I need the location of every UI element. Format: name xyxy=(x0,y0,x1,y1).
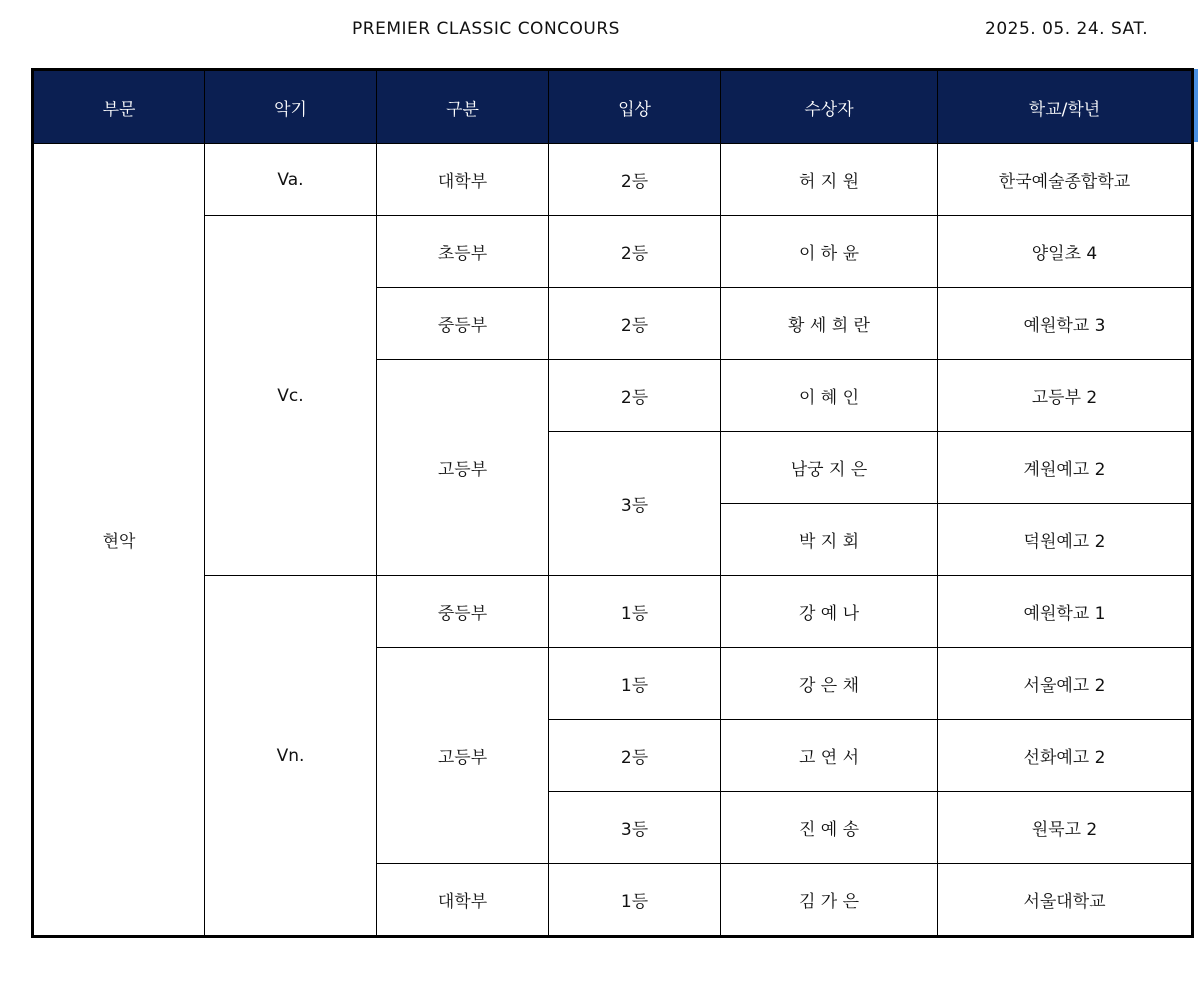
school-cell: 예원학교 3 xyxy=(938,288,1193,360)
column-header-category: 구분 xyxy=(377,70,549,144)
prize-cell: 3등 xyxy=(549,792,721,864)
prize-cell: 1등 xyxy=(549,576,721,648)
table-row xyxy=(33,216,1193,288)
school-cell: 서울대학교 xyxy=(938,864,1193,937)
school-cell: 선화예고 2 xyxy=(938,720,1193,792)
winner-cell: 강 예 나 xyxy=(721,576,938,648)
winner-cell: 고 연 서 xyxy=(721,720,938,792)
table-row xyxy=(33,576,1193,648)
instrument-cell-vc: Vc. xyxy=(205,216,377,576)
column-header-winner: 수상자 xyxy=(721,70,938,144)
prize-cell: 1등 xyxy=(549,648,721,720)
document-title: PREMIER CLASSIC CONCOURS xyxy=(352,19,620,39)
column-header-school: 학교/학년 xyxy=(938,70,1193,144)
prize-cell: 2등 xyxy=(549,360,721,432)
instrument-cell-vn: Vn. xyxy=(205,576,377,937)
results-table xyxy=(31,68,1194,938)
winner-cell: 황 세 희 란 xyxy=(721,288,938,360)
school-cell: 예원학교 1 xyxy=(938,576,1193,648)
winner-cell: 허 지 원 xyxy=(721,144,938,216)
winner-cell: 김 가 은 xyxy=(721,864,938,937)
table-header xyxy=(33,70,1193,144)
school-cell: 한국예술종합학교 xyxy=(938,144,1193,216)
winner-cell: 박 지 회 xyxy=(721,504,938,576)
column-header-prize: 입상 xyxy=(549,70,721,144)
prize-cell: 2등 xyxy=(549,144,721,216)
school-cell: 서울예고 2 xyxy=(938,648,1193,720)
division-cell: 현악 xyxy=(33,144,205,937)
winner-cell: 강 은 채 xyxy=(721,648,938,720)
school-cell: 고등부 2 xyxy=(938,360,1193,432)
column-header-division: 부문 xyxy=(33,70,205,144)
prize-cell: 2등 xyxy=(549,288,721,360)
category-cell: 대학부 xyxy=(377,144,549,216)
prize-cell: 2등 xyxy=(549,720,721,792)
winner-cell: 이 혜 인 xyxy=(721,360,938,432)
category-cell: 고등부 xyxy=(377,360,549,576)
header-row xyxy=(33,70,1193,144)
instrument-cell-va: Va. xyxy=(205,144,377,216)
prize-cell: 2등 xyxy=(549,216,721,288)
category-cell: 초등부 xyxy=(377,216,549,288)
winner-cell: 진 예 송 xyxy=(721,792,938,864)
category-cell: 고등부 xyxy=(377,648,549,864)
winner-cell: 남궁 지 은 xyxy=(721,432,938,504)
category-cell: 대학부 xyxy=(377,864,549,937)
event-date: 2025. 05. 24. SAT. xyxy=(985,19,1149,39)
school-cell: 양일초 4 xyxy=(938,216,1193,288)
category-cell: 중등부 xyxy=(377,576,549,648)
table-row xyxy=(33,144,1193,216)
table-body xyxy=(33,144,1193,937)
prize-cell: 1등 xyxy=(549,864,721,937)
column-header-instrument: 악기 xyxy=(205,70,377,144)
category-cell: 중등부 xyxy=(377,288,549,360)
school-cell: 계원예고 2 xyxy=(938,432,1193,504)
prize-cell: 3등 xyxy=(549,432,721,576)
school-cell: 덕원예고 2 xyxy=(938,504,1193,576)
winner-cell: 이 하 윤 xyxy=(721,216,938,288)
school-cell: 원묵고 2 xyxy=(938,792,1193,864)
